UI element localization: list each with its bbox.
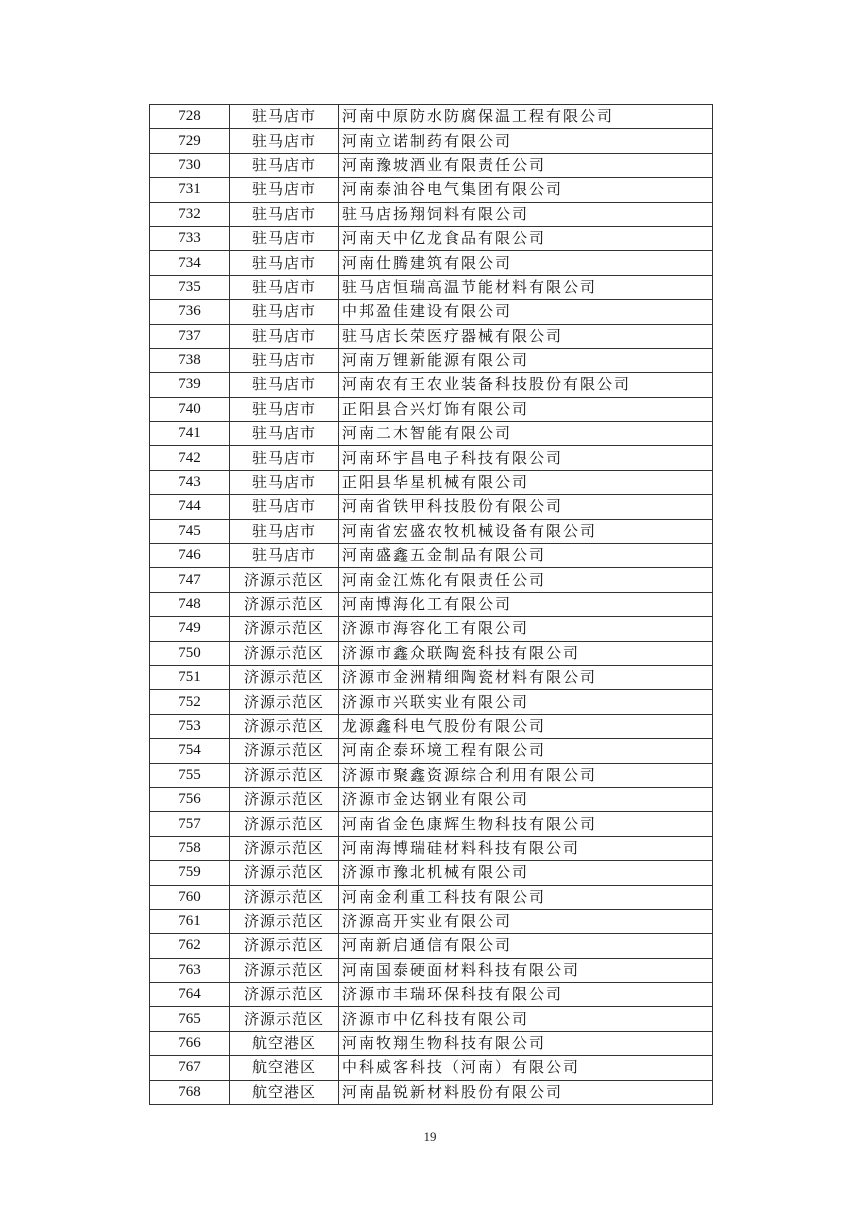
table-row <box>150 958 713 982</box>
region-cell: 济源示范区 <box>230 836 339 860</box>
region-cell: 驻马店市 <box>230 153 339 177</box>
row-number-cell: 753 <box>150 714 230 738</box>
table-row <box>150 861 713 885</box>
region-cell: 驻马店市 <box>230 178 339 202</box>
table-row <box>150 300 713 324</box>
row-number-cell: 750 <box>150 641 230 665</box>
company-name-cell: 济源市中亿科技有限公司 <box>339 1007 713 1031</box>
region-cell: 济源示范区 <box>230 787 339 811</box>
region-cell: 驻马店市 <box>230 495 339 519</box>
region-cell: 驻马店市 <box>230 226 339 250</box>
company-list-table <box>149 104 713 1105</box>
region-cell: 驻马店市 <box>230 300 339 324</box>
row-number-cell: 746 <box>150 544 230 568</box>
row-number-cell: 766 <box>150 1031 230 1055</box>
company-name-cell: 河南牧翔生物科技有限公司 <box>339 1031 713 1055</box>
region-cell: 济源示范区 <box>230 763 339 787</box>
table-row <box>150 641 713 665</box>
row-number-cell: 744 <box>150 495 230 519</box>
region-cell: 济源示范区 <box>230 861 339 885</box>
table-row <box>150 812 713 836</box>
company-name-cell: 济源市金达钢业有限公司 <box>339 787 713 811</box>
row-number-cell: 764 <box>150 983 230 1007</box>
table-row <box>150 519 713 543</box>
company-name-cell: 河南农有王农业装备科技股份有限公司 <box>339 373 713 397</box>
company-name-cell: 济源市豫北机械有限公司 <box>339 861 713 885</box>
region-cell: 济源示范区 <box>230 958 339 982</box>
company-name-cell: 河南豫坡酒业有限责任公司 <box>339 153 713 177</box>
table-row <box>150 348 713 372</box>
table-row <box>150 251 713 275</box>
table-row <box>150 324 713 348</box>
table-row <box>150 178 713 202</box>
region-cell: 驻马店市 <box>230 275 339 299</box>
company-name-cell: 河南省宏盛农牧机械设备有限公司 <box>339 519 713 543</box>
table-row <box>150 105 713 129</box>
row-number-cell: 742 <box>150 446 230 470</box>
row-number-cell: 736 <box>150 300 230 324</box>
table-row <box>150 592 713 616</box>
row-number-cell: 738 <box>150 348 230 372</box>
row-number-cell: 757 <box>150 812 230 836</box>
table-row <box>150 739 713 763</box>
row-number-cell: 765 <box>150 1007 230 1031</box>
row-number-cell: 756 <box>150 787 230 811</box>
region-cell: 济源示范区 <box>230 592 339 616</box>
table-row <box>150 665 713 689</box>
region-cell: 驻马店市 <box>230 129 339 153</box>
row-number-cell: 758 <box>150 836 230 860</box>
table-row <box>150 129 713 153</box>
region-cell: 济源示范区 <box>230 934 339 958</box>
company-name-cell: 济源市丰瑞环保科技有限公司 <box>339 983 713 1007</box>
row-number-cell: 745 <box>150 519 230 543</box>
row-number-cell: 761 <box>150 909 230 933</box>
table-row <box>150 787 713 811</box>
region-cell: 济源示范区 <box>230 909 339 933</box>
region-cell: 航空港区 <box>230 1056 339 1080</box>
region-cell: 济源示范区 <box>230 812 339 836</box>
row-number-cell: 767 <box>150 1056 230 1080</box>
row-number-cell: 759 <box>150 861 230 885</box>
row-number-cell: 734 <box>150 251 230 275</box>
company-name-cell: 济源市鑫众联陶瓷科技有限公司 <box>339 641 713 665</box>
company-name-cell: 济源高开实业有限公司 <box>339 909 713 933</box>
table-row <box>150 909 713 933</box>
company-name-cell: 中科威客科技（河南）有限公司 <box>339 1056 713 1080</box>
company-name-cell: 河南仕腾建筑有限公司 <box>339 251 713 275</box>
region-cell: 驻马店市 <box>230 519 339 543</box>
row-number-cell: 730 <box>150 153 230 177</box>
region-cell: 济源示范区 <box>230 885 339 909</box>
row-number-cell: 729 <box>150 129 230 153</box>
table-row <box>150 568 713 592</box>
region-cell: 济源示范区 <box>230 568 339 592</box>
table-row <box>150 544 713 568</box>
row-number-cell: 732 <box>150 202 230 226</box>
region-cell: 驻马店市 <box>230 348 339 372</box>
region-cell: 济源示范区 <box>230 617 339 641</box>
row-number-cell: 737 <box>150 324 230 348</box>
region-cell: 驻马店市 <box>230 105 339 129</box>
table-row <box>150 836 713 860</box>
company-name-cell: 河南晶锐新材料股份有限公司 <box>339 1080 713 1104</box>
table-row <box>150 226 713 250</box>
region-cell: 济源示范区 <box>230 690 339 714</box>
company-name-cell: 河南金江炼化有限责任公司 <box>339 568 713 592</box>
company-name-cell: 济源市海容化工有限公司 <box>339 617 713 641</box>
row-number-cell: 763 <box>150 958 230 982</box>
table-row <box>150 934 713 958</box>
company-name-cell: 河南博海化工有限公司 <box>339 592 713 616</box>
region-cell: 驻马店市 <box>230 251 339 275</box>
table-row <box>150 885 713 909</box>
row-number-cell: 747 <box>150 568 230 592</box>
company-name-cell: 河南省金色康辉生物科技有限公司 <box>339 812 713 836</box>
company-name-cell: 河南中原防水防腐保温工程有限公司 <box>339 105 713 129</box>
region-cell: 航空港区 <box>230 1031 339 1055</box>
table-row <box>150 202 713 226</box>
row-number-cell: 735 <box>150 275 230 299</box>
company-name-cell: 济源市兴联实业有限公司 <box>339 690 713 714</box>
table-row <box>150 1056 713 1080</box>
company-name-cell: 正阳县华星机械有限公司 <box>339 470 713 494</box>
company-name-cell: 驻马店恒瑞高温节能材料有限公司 <box>339 275 713 299</box>
table-row <box>150 1080 713 1104</box>
region-cell: 济源示范区 <box>230 714 339 738</box>
row-number-cell: 762 <box>150 934 230 958</box>
region-cell: 驻马店市 <box>230 422 339 446</box>
table-row <box>150 446 713 470</box>
table-row <box>150 275 713 299</box>
company-name-cell: 正阳县合兴灯饰有限公司 <box>339 397 713 421</box>
company-name-cell: 河南新启通信有限公司 <box>339 934 713 958</box>
region-cell: 济源示范区 <box>230 665 339 689</box>
company-name-cell: 河南企泰环境工程有限公司 <box>339 739 713 763</box>
company-name-cell: 河南国泰硬面材料科技有限公司 <box>339 958 713 982</box>
row-number-cell: 731 <box>150 178 230 202</box>
region-cell: 驻马店市 <box>230 202 339 226</box>
company-name-cell: 中邦盈佳建设有限公司 <box>339 300 713 324</box>
page-number: 19 <box>423 1129 437 1144</box>
region-cell: 航空港区 <box>230 1080 339 1104</box>
table-row <box>150 470 713 494</box>
region-cell: 驻马店市 <box>230 373 339 397</box>
company-name-cell: 河南省铁甲科技股份有限公司 <box>339 495 713 519</box>
region-cell: 济源示范区 <box>230 641 339 665</box>
table-row <box>150 690 713 714</box>
company-name-cell: 河南天中亿龙食品有限公司 <box>339 226 713 250</box>
company-name-cell: 河南海博瑞硅材料科技有限公司 <box>339 836 713 860</box>
row-number-cell: 760 <box>150 885 230 909</box>
company-name-cell: 河南泰油谷电气集团有限公司 <box>339 178 713 202</box>
row-number-cell: 728 <box>150 105 230 129</box>
company-name-cell: 河南环宇昌电子科技有限公司 <box>339 446 713 470</box>
region-cell: 驻马店市 <box>230 544 339 568</box>
table-row <box>150 153 713 177</box>
row-number-cell: 751 <box>150 665 230 689</box>
table-row <box>150 714 713 738</box>
company-name-cell: 龙源鑫科电气股份有限公司 <box>339 714 713 738</box>
company-name-cell: 济源市金洲精细陶瓷材料有限公司 <box>339 665 713 689</box>
row-number-cell: 733 <box>150 226 230 250</box>
region-cell: 驻马店市 <box>230 470 339 494</box>
region-cell: 济源示范区 <box>230 983 339 1007</box>
table-row <box>150 397 713 421</box>
company-name-cell: 河南万锂新能源有限公司 <box>339 348 713 372</box>
company-name-cell: 河南盛鑫五金制品有限公司 <box>339 544 713 568</box>
row-number-cell: 748 <box>150 592 230 616</box>
table-row <box>150 617 713 641</box>
table-row <box>150 495 713 519</box>
table-row <box>150 422 713 446</box>
table-row <box>150 763 713 787</box>
company-name-cell: 驻马店扬翔饲料有限公司 <box>339 202 713 226</box>
row-number-cell: 749 <box>150 617 230 641</box>
table-body <box>150 105 713 1105</box>
company-name-cell: 河南金利重工科技有限公司 <box>339 885 713 909</box>
row-number-cell: 755 <box>150 763 230 787</box>
row-number-cell: 741 <box>150 422 230 446</box>
company-name-cell: 济源市聚鑫资源综合利用有限公司 <box>339 763 713 787</box>
table-row <box>150 1007 713 1031</box>
company-name-cell: 驻马店长荣医疗器械有限公司 <box>339 324 713 348</box>
row-number-cell: 739 <box>150 373 230 397</box>
row-number-cell: 743 <box>150 470 230 494</box>
row-number-cell: 754 <box>150 739 230 763</box>
region-cell: 驻马店市 <box>230 397 339 421</box>
table-row <box>150 983 713 1007</box>
region-cell: 驻马店市 <box>230 324 339 348</box>
region-cell: 驻马店市 <box>230 446 339 470</box>
region-cell: 济源示范区 <box>230 1007 339 1031</box>
company-name-cell: 河南立诺制药有限公司 <box>339 129 713 153</box>
company-name-cell: 河南二木智能有限公司 <box>339 422 713 446</box>
region-cell: 济源示范区 <box>230 739 339 763</box>
row-number-cell: 752 <box>150 690 230 714</box>
table-row <box>150 373 713 397</box>
table-row <box>150 1031 713 1055</box>
row-number-cell: 740 <box>150 397 230 421</box>
row-number-cell: 768 <box>150 1080 230 1104</box>
